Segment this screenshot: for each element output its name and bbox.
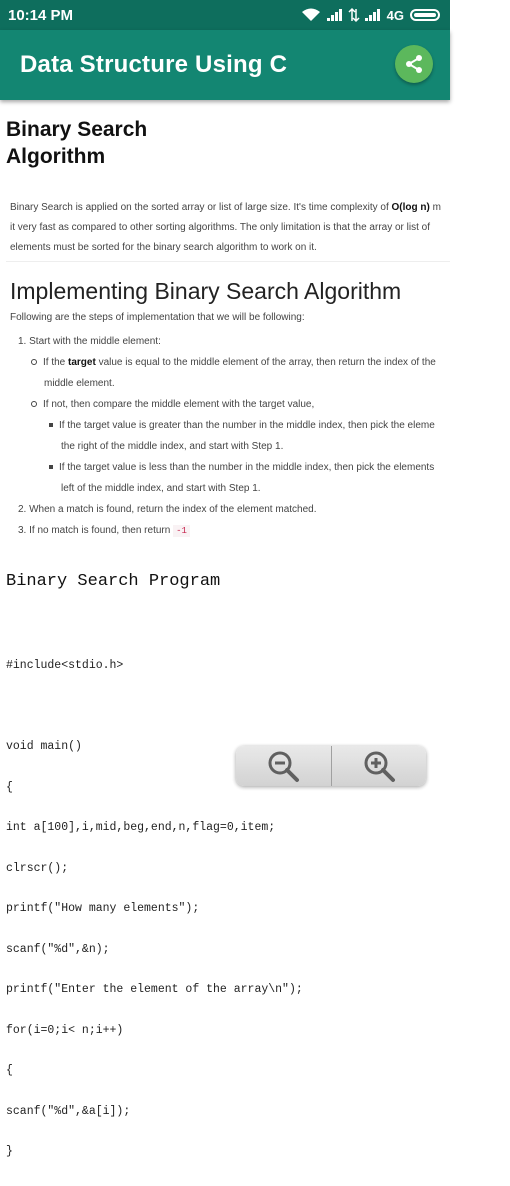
intro-line-3: elements must be sorted for the binary search algorithm to work on it. — [10, 242, 317, 253]
status-time: 10:14 PM — [8, 6, 74, 24]
share-button[interactable] — [395, 45, 433, 83]
code-line: for(i=0;i< n;i++) — [6, 1023, 124, 1037]
step-1b-ii-text: If the target value is less than the number in the middle index, then pick the elements — [59, 462, 435, 473]
square-bullet-icon — [49, 465, 53, 469]
status-bar — [0, 0, 450, 30]
wifi-icon — [301, 8, 321, 22]
step-1a-cont: middle element. — [44, 378, 115, 389]
target-keyword: target — [68, 357, 96, 368]
app-title: Data Structure Using C — [20, 51, 288, 78]
implementation-heading: Implementing Binary Search Algorithm — [10, 278, 402, 304]
square-bullet-icon — [49, 423, 53, 427]
intro-text-tail: m — [429, 202, 441, 213]
step-2: 2. When a match is found, return the index of the element matched. — [18, 504, 317, 515]
code-line: clrscr(); — [6, 861, 69, 875]
circle-bullet-icon — [31, 359, 37, 365]
step-3-text: 3. If no match is found, then return — [18, 525, 174, 536]
step-1b-i-text: If the target value is greater than the number in the middle index, then pick the eleme — [59, 420, 435, 431]
step-1: 1. Start with the middle element: — [18, 336, 161, 347]
step-3 — [18, 521, 190, 541]
code-block — [6, 632, 303, 1186]
zoom-in-button[interactable] — [332, 746, 427, 786]
signal-icon-2 — [365, 9, 381, 21]
code-line — [6, 700, 303, 714]
code-line: printf("How many elements"); — [6, 902, 200, 915]
inline-code: -1 — [173, 525, 190, 537]
code-line: #include<stdio.h> — [6, 659, 124, 672]
code-line: printf("Enter the element of the array\n"); — [6, 983, 303, 996]
step-1b-i — [49, 416, 435, 436]
zoom-out-button[interactable] — [236, 746, 331, 786]
code-line: { — [6, 780, 13, 794]
step-1b-text: If not, then compare the middle element with the target value, — [43, 399, 315, 410]
code-line: scanf("%d",&n); — [6, 942, 110, 956]
code-line: void main() — [6, 740, 82, 753]
step-1b-ii — [49, 458, 434, 478]
steps-intro: Following are the steps of implementation that we will be following: — [10, 312, 305, 323]
app-bar — [0, 30, 450, 100]
intro-paragraph — [10, 198, 470, 258]
intro-line-2: it very fast as compared to other sorting algorithms. The only limitation is that the array or list of — [10, 222, 430, 233]
step-1b-i-cont: the right of the middle index, and start with Step 1. — [61, 441, 284, 452]
zoom-out-icon — [266, 749, 300, 783]
zoom-in-icon — [362, 749, 396, 783]
code-line: { — [6, 1064, 13, 1077]
code-line: scanf("%d",&a[i]); — [6, 1104, 131, 1118]
step-1a — [31, 353, 436, 373]
zoom-controls — [236, 746, 426, 786]
page-title — [6, 116, 186, 170]
status-icons — [301, 8, 440, 23]
signal-icon — [327, 9, 343, 21]
article-content[interactable] — [0, 100, 450, 1158]
code-line: } — [6, 1145, 13, 1158]
step-1b-ii-cont: left of the middle index, and start with Step 1. — [61, 483, 261, 494]
network-type: 4G — [386, 7, 404, 23]
page-title-line1: Binary Search — [6, 118, 148, 141]
divider — [6, 261, 450, 262]
battery-icon — [410, 9, 440, 21]
data-transfer-icon — [349, 9, 359, 21]
step-1b — [31, 395, 314, 415]
intro-line-1 — [10, 198, 470, 218]
share-icon — [404, 54, 424, 74]
circle-bullet-icon — [31, 401, 37, 407]
step-1a-text-tail: value is equal to the middle element of the array, then return the index of the — [95, 357, 436, 368]
program-heading: Binary Search Program — [6, 572, 221, 591]
code-line: int a[100],i,mid,beg,end,n,flag=0,item; — [6, 821, 276, 834]
complexity-text: O(log n) — [391, 202, 430, 213]
step-1a-text: If the — [43, 357, 69, 368]
intro-text: Binary Search is applied on the sorted array or list of large size. It's time complexity of — [10, 202, 392, 213]
page-title-line2: Algorithm — [6, 145, 106, 168]
